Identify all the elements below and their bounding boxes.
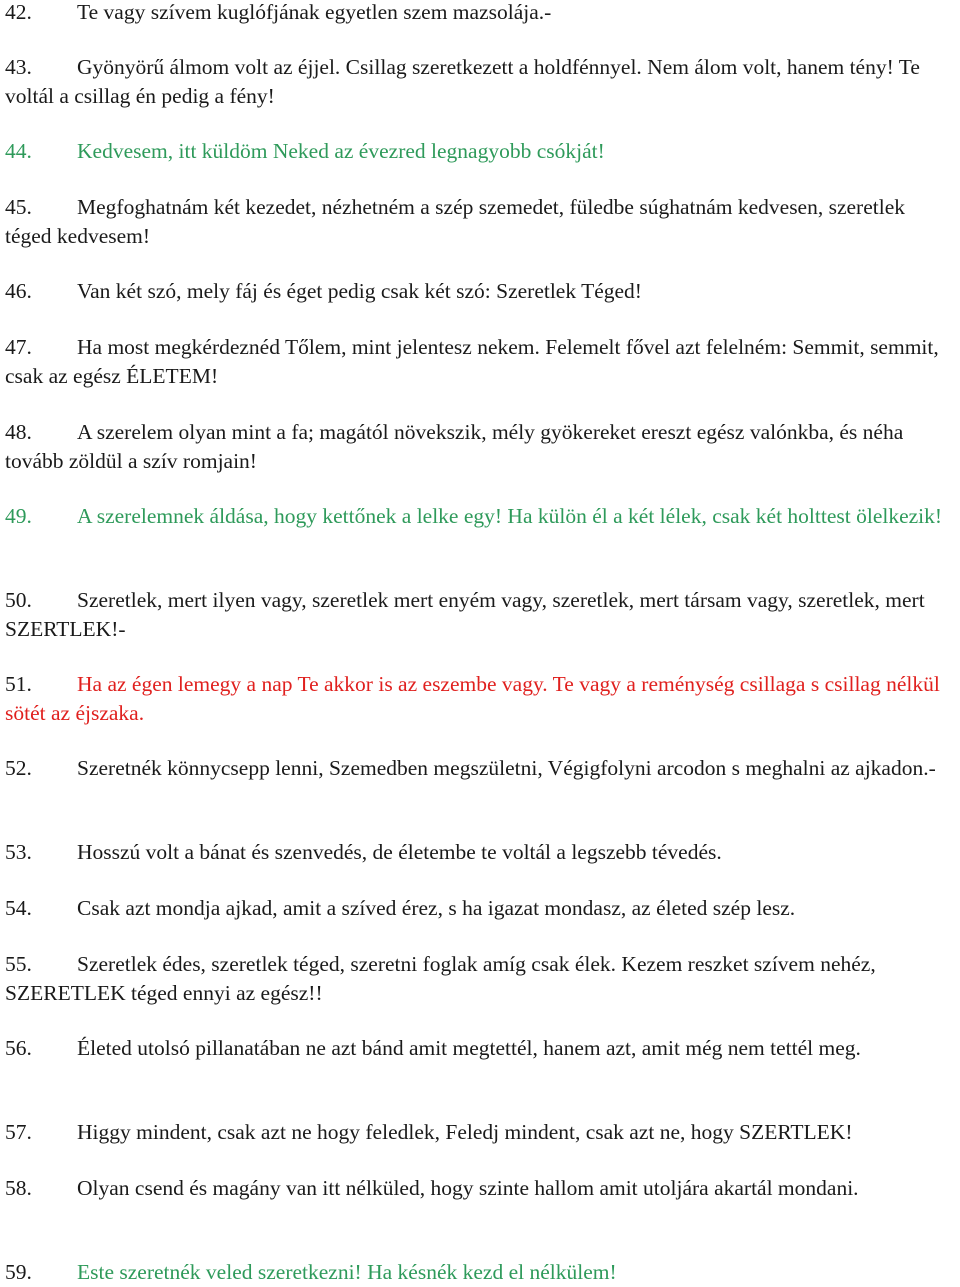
- entry-text: Kedvesem, itt küldöm Neked az évezred legnagyobb csókját!: [77, 139, 605, 163]
- entry-text: Csak azt mondja ajkad, amit a szíved érez, s ha igazat mondasz, az életed szép lesz.: [77, 896, 796, 920]
- entry-number: 42.: [5, 0, 32, 24]
- entry-49: [5, 502, 955, 531]
- entry-text: A szerelemnek áldása, hogy kettőnek a lelke egy! Ha külön él a két lélek, csak két holttest ölelkezik!: [77, 504, 943, 528]
- entry-43: [5, 53, 955, 110]
- entry-58: [5, 1174, 955, 1203]
- entry-number: 57.: [5, 1120, 32, 1144]
- entry-number: 47.: [5, 335, 32, 359]
- entry-number: 48.: [5, 420, 32, 444]
- entry-text: Van két szó, mely fáj és éget pedig csak két szó: Szeretlek Téged!: [77, 279, 642, 303]
- entry-47: [5, 333, 955, 390]
- entry-text: Gyönyörű álmom volt az éjjel. Csillag szeretkezett a holdfénnyel. Nem álom volt, hanem tény! Te voltál a csillag én pedig a fény!: [5, 55, 920, 108]
- entry-number: 51.: [5, 672, 32, 696]
- entry-45: [5, 193, 955, 250]
- entry-50: [5, 586, 955, 643]
- entry-51: [5, 670, 955, 727]
- entry-number: 59.: [5, 1260, 32, 1284]
- entry-text: Szeretnék könnycsepp lenni, Szemedben megszületni, Végigfolyni arcodon s meghalni az ajkadon.-: [77, 756, 936, 780]
- entry-number: 58.: [5, 1176, 32, 1200]
- entry-55: [5, 950, 955, 1007]
- entry-text: Hosszú volt a bánat és szenvedés, de életembe te voltál a legszebb tévedés.: [77, 840, 722, 864]
- entry-number: 45.: [5, 195, 32, 219]
- entry-number: 52.: [5, 756, 32, 780]
- entry-53: [5, 838, 955, 867]
- entry-number: 53.: [5, 840, 32, 864]
- entry-44: [5, 137, 955, 166]
- entry-number: 43.: [5, 55, 32, 79]
- entry-text: Este szeretnék veled szeretkezni! Ha késnék kezd el nélkülem!: [77, 1260, 617, 1284]
- entry-text: Megfoghatnám két kezedet, nézhetném a szép szemedet, füledbe súghatnám kedvesen, szeretlek téged kedvesem!: [5, 195, 905, 248]
- entry-number: 55.: [5, 952, 32, 976]
- entry-56: [5, 1034, 955, 1063]
- entry-text: Ha az égen lemegy a nap Te akkor is az eszembe vagy. Te vagy a reménység csillaga s csillag nélkül sötét az éjszaka.: [5, 672, 940, 725]
- entry-number: 44.: [5, 139, 32, 163]
- entry-54: [5, 894, 955, 923]
- entry-57: [5, 1118, 955, 1147]
- entry-text: Életed utolsó pillanatában ne azt bánd amit megtettél, hanem azt, amit még nem tettél meg.: [77, 1036, 861, 1060]
- entry-42: [5, 0, 955, 27]
- entry-text: A szerelem olyan mint a fa; magától növekszik, mély gyökereket ereszt egész valónkba, és néha tovább zöldül a szív romjain!: [5, 420, 904, 473]
- entry-text: Olyan csend és magány van itt nélküled, hogy szinte hallom amit utoljára akartál mondani.: [77, 1176, 859, 1200]
- entry-text: Szeretlek édes, szeretlek téged, szeretni foglak amíg csak élek. Kezem reszket szívem nehéz, SZERETLEK téged ennyi az egész!!: [5, 952, 876, 1005]
- entry-text: Higgy mindent, csak azt ne hogy feledlek, Feledj mindent, csak azt ne, hogy SZERTLEK!: [77, 1120, 853, 1144]
- entry-52: [5, 754, 955, 783]
- entry-number: 49.: [5, 504, 32, 528]
- entry-text: Te vagy szívem kuglófjának egyetlen szem mazsolája.-: [77, 0, 552, 24]
- entry-number: 54.: [5, 896, 32, 920]
- entry-48: [5, 418, 955, 475]
- entry-text: Szeretlek, mert ilyen vagy, szeretlek mert enyém vagy, szeretlek, mert társam vagy, szeretlek, mert SZERTLEK!-: [5, 588, 925, 641]
- entry-text: Ha most megkérdeznéd Tőlem, mint jelentesz nekem. Felemelt fővel azt felelném: Semmit, semmit, csak az egész ÉLETEM!: [5, 335, 939, 388]
- entry-number: 46.: [5, 279, 32, 303]
- entry-59: [5, 1258, 955, 1287]
- entry-number: 56.: [5, 1036, 32, 1060]
- entry-46: [5, 277, 955, 306]
- entry-number: 50.: [5, 588, 32, 612]
